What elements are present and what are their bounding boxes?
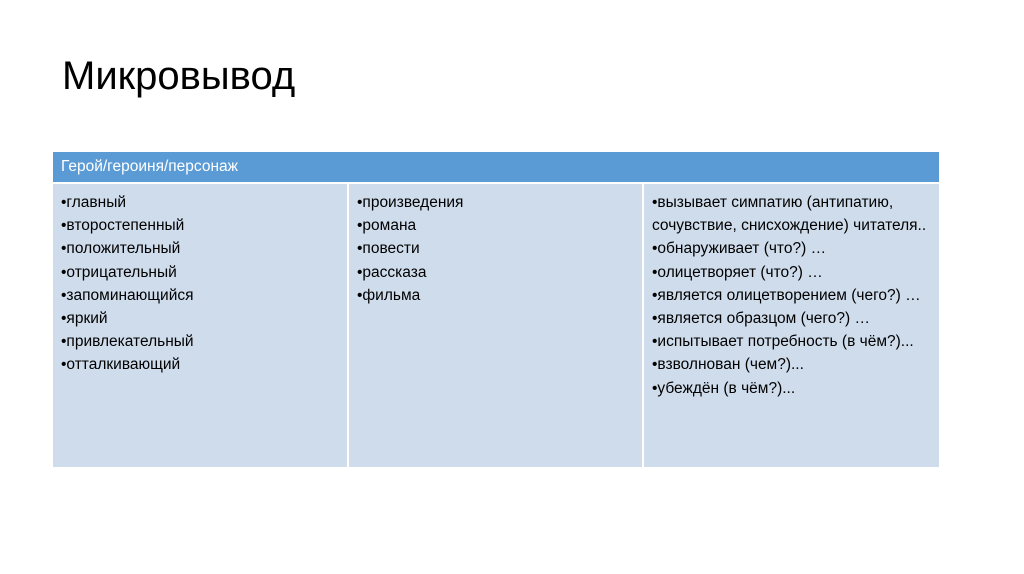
list-item: •повести: [357, 240, 420, 258]
list-item: •отрицательный: [61, 263, 177, 281]
list-item: •является образцом (чего?) …: [652, 310, 870, 328]
list-item: •испытывает потребность (в чём?)...: [652, 333, 914, 351]
list-item: •главный: [61, 194, 126, 211]
list-item: •олицетворяет (что?) …: [652, 263, 823, 281]
phrases-list: [652, 191, 931, 400]
list-item: •вызывает симпатию (антипатию, сочувствие, снисхождение) читателя..: [652, 194, 927, 235]
phrases-cell: [643, 183, 939, 467]
list-item: •второстепенный: [61, 217, 185, 235]
table-row: [53, 183, 939, 467]
table-header-row: [53, 152, 939, 183]
works-list: [357, 191, 634, 307]
list-item: •убеждён (в чём?)...: [652, 379, 796, 397]
adjectives-cell: [53, 183, 348, 467]
list-item: •произведения: [357, 194, 464, 211]
list-item: •рассказа: [357, 263, 427, 281]
list-item: •является олицетворением (чего?) …: [652, 286, 921, 304]
list-item: •привлекательный: [61, 333, 194, 351]
list-item: •романа: [357, 217, 417, 235]
list-item: •яркий: [61, 310, 108, 328]
list-item: •фильма: [357, 286, 421, 304]
list-item: •запоминающийся: [61, 286, 194, 304]
slide-title: Микровывод: [62, 54, 296, 98]
list-item: •взволнован (чем?)...: [652, 356, 804, 374]
hero-table: [53, 152, 939, 467]
table-header: Герой/героиня/персонаж: [53, 152, 939, 183]
list-item: •положительный: [61, 240, 181, 258]
works-cell: [348, 183, 643, 467]
list-item: •обнаруживает (что?) …: [652, 240, 827, 258]
list-item: •отталкивающий: [61, 356, 181, 374]
adjectives-list: [61, 191, 339, 377]
